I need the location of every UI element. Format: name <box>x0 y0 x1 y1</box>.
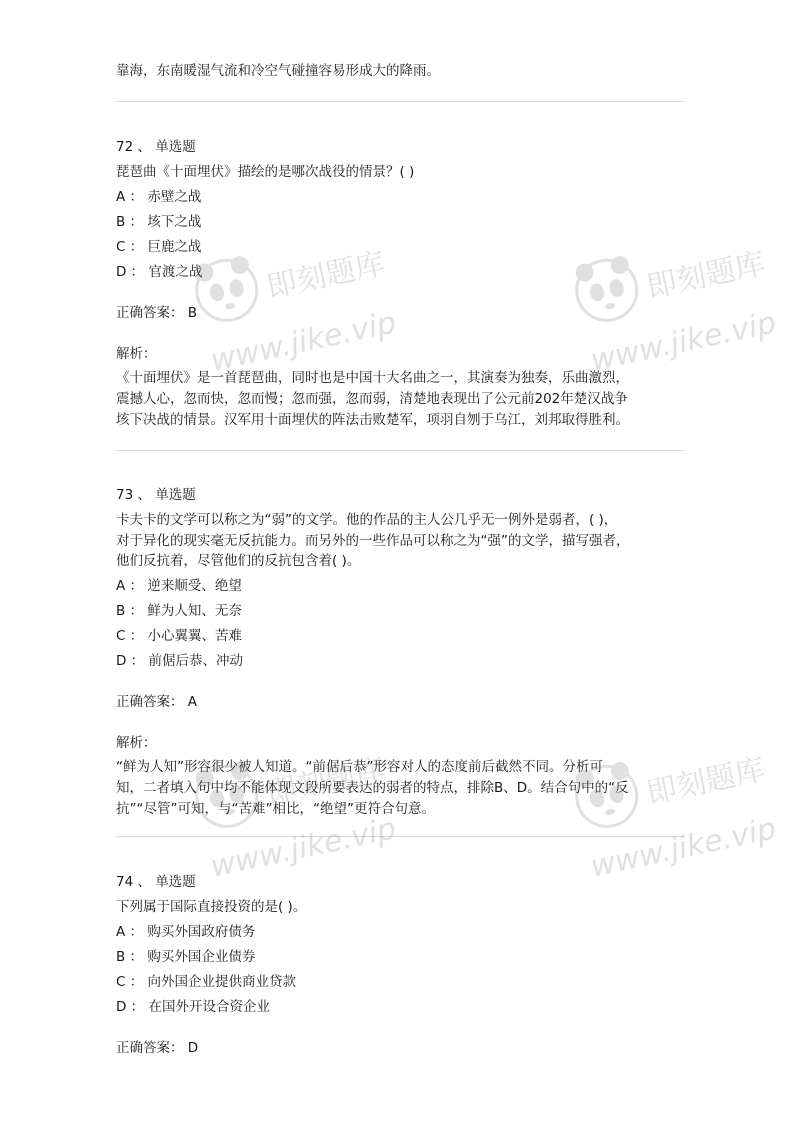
svg-text:即刻题库: 即刻题库 <box>643 246 769 306</box>
divider <box>116 101 684 102</box>
svg-text:即刻题库: 即刻题库 <box>263 246 389 306</box>
option-b: B ： 垓下之战 <box>116 214 202 230</box>
option-a: A ： 赤壁之战 <box>116 189 202 205</box>
option-b: B ： 鲜为人知、无奈 <box>116 603 242 619</box>
correct-answer: 正确答案： B <box>116 305 198 321</box>
analysis-label: 解析： <box>116 346 157 362</box>
analysis-line: 《十面埋伏》是一首琵琶曲，同时也是中国十大名曲之一，其演奏为独奏，乐曲激烈， <box>116 370 629 386</box>
svg-text:www.jike.vip: www.jike.vip <box>207 811 400 885</box>
divider <box>116 836 684 837</box>
correct-answer: 正确答案： D <box>116 1040 199 1056</box>
correct-answer: 正确答案： A <box>116 694 198 710</box>
svg-text:www.jike.vip: www.jike.vip <box>587 811 780 885</box>
question-stem: 他们反抗着，尽管他们的反抗包含着( )。 <box>116 553 361 569</box>
analysis-line: 抗”“尽管”可知，与“苦难”相比，“绝望”更符合句意。 <box>116 801 435 817</box>
option-a: A ： 逆来顺受、绝望 <box>116 578 242 594</box>
option-d: D ： 在国外开设合资企业 <box>116 999 270 1015</box>
question-stem: 卡夫卡的文学可以称之为“弱”的文学。他的作品的主人公几乎无一例外是弱者，( )， <box>116 512 618 528</box>
svg-text:www.jike.vip: www.jike.vip <box>587 305 780 379</box>
option-b: B ： 购买外国企业债券 <box>116 949 256 965</box>
option-c: C ： 向外国企业提供商业贷款 <box>116 974 297 990</box>
watermark <box>572 232 800 382</box>
analysis-line: 垓下决战的情景。汉军用十面埋伏的阵法击败楚军，项羽自刎于乌江，刘邦取得胜利。 <box>116 412 629 428</box>
question-stem: 下列属于国际直接投资的是( )。 <box>116 899 307 915</box>
svg-text:即刻题库: 即刻题库 <box>643 752 769 812</box>
analysis-line: 知，二者填入句中均不能体现文段所要表达的弱者的特点，排除B、D。结合句中的“反 <box>116 780 629 796</box>
intro-tail-text: 靠海，东南暖湿气流和冷空气碰撞容易形成大的降雨。 <box>116 63 440 79</box>
analysis-line: “鲜为人知”形容很少被人知道。“前倨后恭”形容对人的态度前后截然不同。分析可 <box>116 759 603 775</box>
panda-logo-icon <box>192 232 422 382</box>
option-a: A ： 购买外国政府债务 <box>116 924 256 940</box>
question-stem: 琵琶曲《十面埋伏》描绘的是哪次战役的情景？( ) <box>116 164 415 180</box>
question-stem: 对于异化的现实毫无反抗能力。而另外的一些作品可以称之为“强”的文学，描写强者， <box>116 533 630 549</box>
watermark <box>192 232 422 382</box>
option-c: C ： 巨鹿之战 <box>116 239 202 255</box>
option-c: C ： 小心翼翼、苦难 <box>116 628 243 644</box>
svg-text:www.jike.vip: www.jike.vip <box>207 305 400 379</box>
question-header: 73 、 单选题 <box>116 487 196 503</box>
option-d: D ： 前倨后恭、冲动 <box>116 653 243 669</box>
question-header: 72 、 单选题 <box>116 139 196 155</box>
panda-logo-icon <box>572 232 800 382</box>
analysis-label: 解析： <box>116 735 157 751</box>
question-header: 74 、 单选题 <box>116 874 196 890</box>
divider <box>116 450 684 451</box>
panda-logo-icon <box>572 738 800 888</box>
svg-text:即刻题库: 即刻题库 <box>263 752 389 812</box>
watermark <box>572 738 800 888</box>
option-d: D ： 官渡之战 <box>116 264 203 280</box>
analysis-line: 震撼人心，忽而快，忽而慢；忽而强，忽而弱，清楚地表现出了公元前202年楚汉战争 <box>116 391 628 407</box>
